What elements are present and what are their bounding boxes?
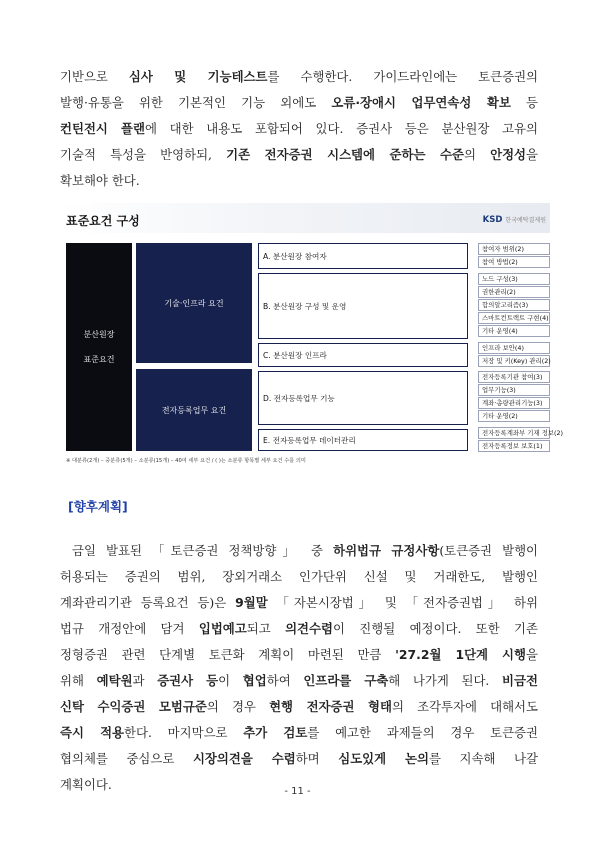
category-c: C. 분산원장 인프라: [258, 343, 468, 367]
root-line-2: 표준요건: [83, 355, 115, 364]
text-line: 발행·유통을 위한 기본적인 기능 외에도 오류·장애시 업무연속성 확보 등: [60, 95, 538, 110]
category-a: A. 분산원장 참여자: [258, 243, 468, 269]
item-registry-account-info: 전자등록계좌부 기재 정보(2): [478, 427, 550, 439]
item-business-function: 업무기능(3): [478, 384, 550, 396]
item-smart-contract: 스마트컨트랙트 구현(4): [478, 312, 550, 324]
text-line: 즉시 적용한다. 마지막으로 추가 검토를 예고한 과제들의 경우 토큰증권: [60, 725, 538, 740]
paragraph-future-plan: [60, 538, 538, 798]
text-line: 협의체를 중심으로 시장의견을 수렴하며 심도있게 논의를 지속해 나갈: [60, 751, 538, 766]
item-consensus: 합의알고리즘(3): [478, 299, 550, 311]
ksd-logo: KSD 한국예탁결제원: [482, 215, 546, 225]
text-line: 금일 발표된 「토큰증권 정책방향」 중 하위법규 규정사항(토큰증권 발행이: [72, 543, 539, 558]
text-line: 계좌관리기관 등록요건 등)은 9월말 「자본시장법」 및 「전자증권법」 하위: [60, 595, 538, 610]
page-number: - 11 -: [284, 786, 311, 797]
item-account-total-mgmt: 계좌·총량관리기능(3): [478, 397, 550, 409]
standard-requirements-figure: [60, 203, 564, 467]
group-box-registration: 전자등록업무 요건: [136, 369, 252, 451]
item-participation-method: 참여 방법(2): [478, 256, 550, 268]
item-infra-security: 인프라 보안(4): [478, 342, 550, 354]
figure-note: ※ 대분류(2개) – 중분류(5개) – 소분류(15개) – 40여 세부 요건 / ( )는 소분류 항목별 세부 요건 수를 의미: [66, 458, 306, 464]
root-line-1: 분산원장: [83, 330, 115, 339]
paragraph-intro: [60, 64, 538, 194]
item-registry-info-protection: 전자등록정보 보호(1): [478, 440, 550, 452]
item-participant-scope: 참여자 범위(2): [478, 243, 550, 255]
text-line: 허용되는 증권의 범위, 장외거래소 인가단위 신설 및 거래한도, 발행인: [60, 569, 538, 584]
root-box: [66, 243, 132, 451]
section-title-future-plan: [향후계획]: [68, 499, 128, 514]
group-box-tech-infra: 기술·인프라 요건: [136, 243, 252, 363]
item-other-ops-b: 기타 운영(4): [478, 325, 550, 337]
text-line: 계획이다.: [60, 777, 112, 792]
text-line: 확보해야 한다.: [60, 173, 140, 188]
text-line: 컨틴전시 플랜에 대한 내용도 포함되어 있다. 증권사 등은 분산원장 고유의: [60, 121, 538, 136]
item-storage-key: 저장 및 키(Key) 관리(2): [478, 355, 550, 367]
category-e: E. 전자등록업무 데이터관리: [258, 429, 468, 451]
text-line: 위해 예탁원과 증권사 등이 협업하여 인프라를 구축해 나가게 된다. 비금전: [60, 673, 538, 688]
text-line: 기반으로 심사 및 기능테스트를 수행한다. 가이드라인에는 토큰증권의: [60, 69, 539, 84]
item-other-ops-d: 기타 운영(2): [478, 410, 550, 422]
text-line: 법규 개정안에 담겨 입법예고되고 의견수렴이 진행될 예정이다. 또한 기존: [60, 621, 538, 636]
item-node-config: 노드 구성(3): [478, 273, 550, 285]
category-b: B. 분산원장 구성 및 운영: [258, 273, 468, 339]
category-d: D. 전자등록업무 기능: [258, 371, 468, 425]
text-line: 기술적 특성을 반영하되, 기존 전자증권 시스템에 준하는 수준의 안정성을: [60, 147, 538, 162]
text-line: 정형증권 관련 단계별 토큰화 계획이 마련된 만큼 '27.2월 1단계 시행을: [60, 647, 538, 662]
figure-title: 표준요건 구성: [66, 214, 140, 228]
item-registry-participation: 전자등록기관 참여(3): [478, 371, 550, 383]
text-line: 신탁 수익증권 모범규준의 경우 현행 전자증권 형태의 조각투자에 대해서도: [60, 699, 538, 714]
item-permission-mgmt: 권한관리(2): [478, 286, 550, 298]
